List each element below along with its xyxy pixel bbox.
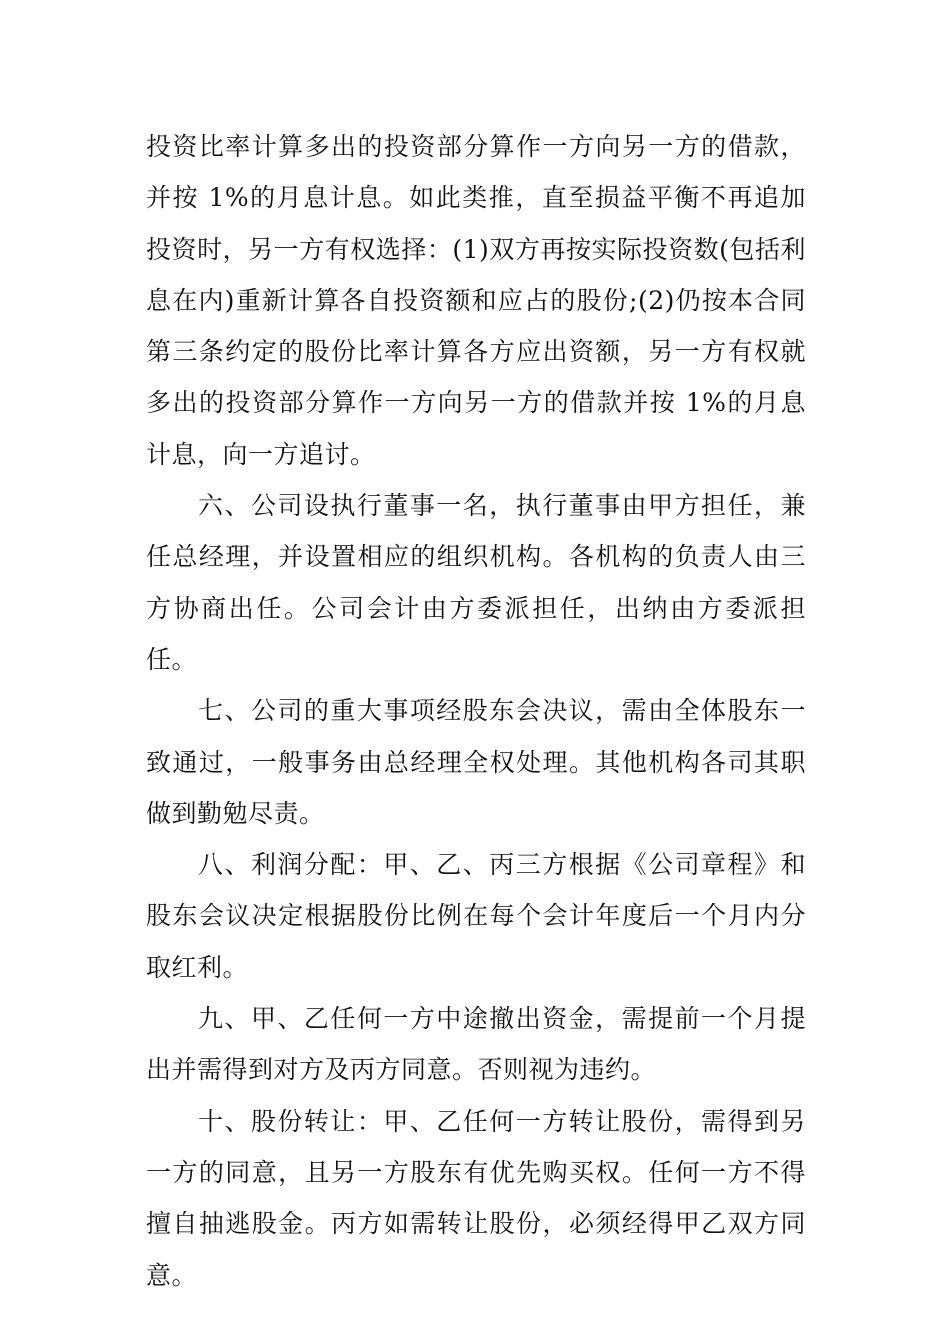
paragraph-continuation: 投资比率计算多出的投资部分算作一方向另一方的借款，并按 1%的月息计息。如此类推，直至损益平衡不再追加投资时，另一方有权选择：(1)双方再按实际投资数(包括利息在内)重新计算各自投资额和应占的股份;(2)仍按本合同第三条约定的股份比率计算各方应出资额，另一方有权就多出的投资部分算作一方向另一方的借款并按 1%的月息计息，向一方追讨。 bbox=[146, 132, 806, 469]
paragraph-clause-7: 七、公司的重大事项经股东会决议，需由全体股东一致通过，一般事务由总经理全权处理。其他机构各司其职做到勤勉尽责。 bbox=[146, 696, 806, 828]
paragraph-clause-10: 十、股份转让：甲、乙任何一方转让股份，需得到另一方的同意，且另一方股东有优先购买权。任何一方不得擅自抽逃股金。丙方如需转让股份，必须经得甲乙双方同意。 bbox=[146, 1106, 806, 1290]
paragraph-clause-8: 八、利润分配：甲、乙、丙三方根据《公司章程》和股东会议决定根据股份比例在每个会计年度后一个月内分取红利。 bbox=[146, 850, 806, 982]
document-body bbox=[146, 121, 806, 1301]
paragraph-clause-9: 九、甲、乙任何一方中途撤出资金，需提前一个月提出并需得到对方及丙方同意。否则视为违约。 bbox=[146, 1004, 806, 1085]
paragraph-clause-6: 六、公司设执行董事一名，执行董事由甲方担任，兼任总经理，并设置相应的组织机构。各机构的负责人由三方协商出任。公司会计由方委派担任，出纳由方委派担任。 bbox=[146, 491, 806, 674]
